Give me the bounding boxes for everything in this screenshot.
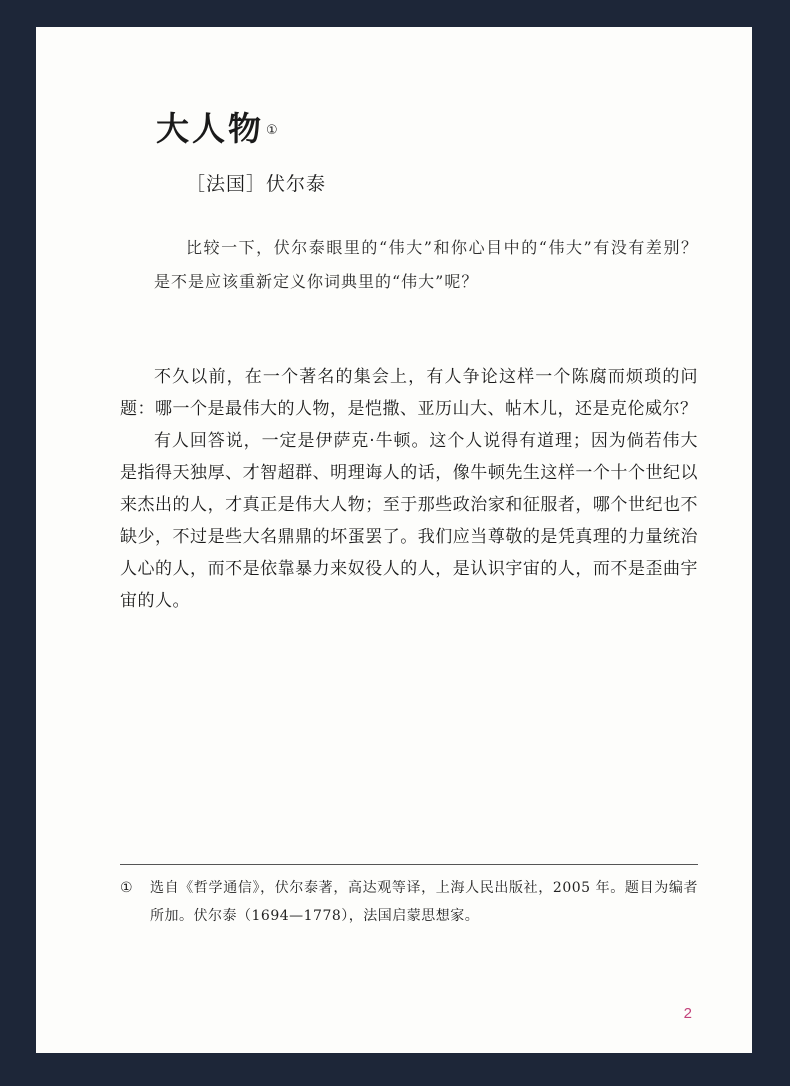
footnote: [120, 874, 698, 930]
body-paragraph-2: 有人回答说，一定是伊萨克·牛顿。这个人说得有道理；因为倘若伟大是指得天独厚、才智超群、明理诲人的话，像牛顿先生这样一个十个世纪以来杰出的人，才真正是伟大人物；至于那些政治家和征服者，哪个世纪也不缺少，不过是些大名鼎鼎的坏蛋罢了。我们应当尊敬的是凭真理的力量统治人心的人，而不是依靠暴力来奴役人的人，是认识宇宙的人，而不是歪曲宇宙的人。: [120, 431, 698, 611]
title-text: 大人物: [156, 109, 264, 148]
author-line: ［法国］伏尔泰: [186, 173, 327, 195]
footnote-divider: [120, 864, 698, 865]
reading-prompt: 比较一下，伏尔泰眼里的“伟大”和你心目中的“伟大”有没有差别？是不是应该重新定义你词典里的“伟大”呢？: [154, 238, 698, 291]
article-body: [120, 361, 698, 617]
page-number: 2: [683, 1005, 692, 1022]
footnote-marker: ①: [120, 880, 133, 896]
body-paragraph-1: 不久以前，在一个著名的集会上，有人争论这样一个陈腐而烦琐的问题：哪一个是最伟大的人物，是恺撒、亚历山大、帖木儿，还是克伦威尔？: [120, 367, 698, 419]
page-title: [156, 103, 278, 150]
book-page: [36, 27, 752, 1053]
title-footnote-marker: ①: [266, 122, 278, 138]
footnote-text: 选自《哲学通信》，伏尔泰著，高达观等译，上海人民出版社，2005 年。题目为编者所加。伏尔泰（1694—1778），法国启蒙思想家。: [150, 880, 698, 924]
